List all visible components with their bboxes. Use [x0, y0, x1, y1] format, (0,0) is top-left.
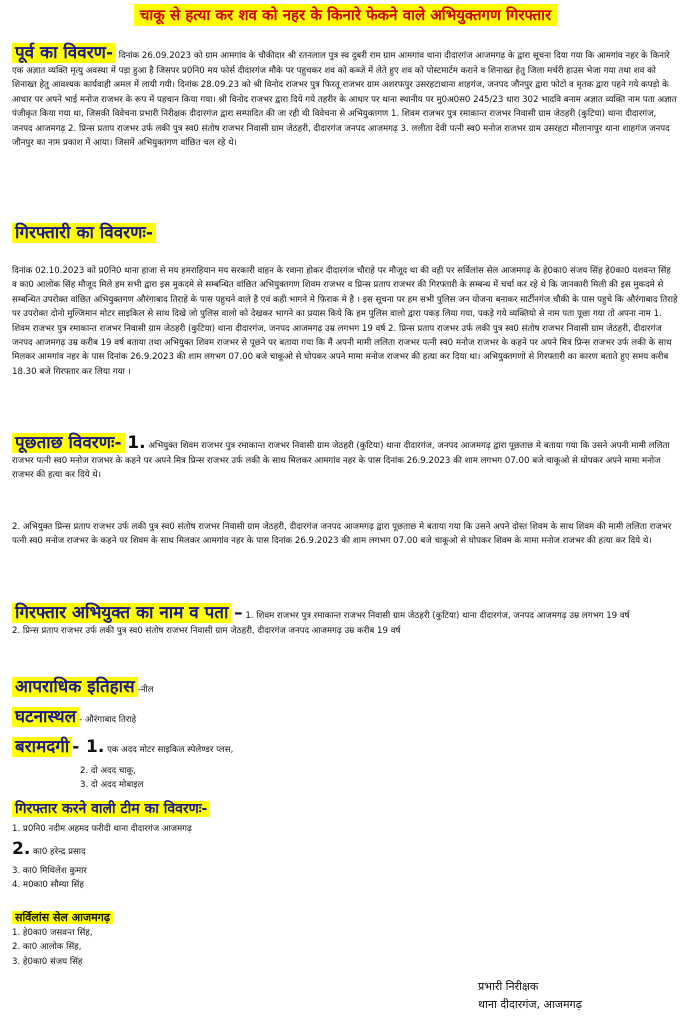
baramadgi-dash: -: [72, 737, 80, 757]
surveillance-member-1: 1. हे0का0 जसवन्त सिंह,: [12, 928, 93, 938]
team-member-2-row: [12, 839, 678, 860]
signature-line-1: प्रभारी निरीक्षक: [478, 980, 539, 993]
baramadgi-heading: बरामदगी: [12, 737, 72, 757]
baramadgi-list: [80, 764, 580, 793]
giraftari-heading-wrap: [12, 222, 678, 244]
baramadgi-num1: 1.: [86, 737, 105, 757]
naam-pata-item2: 2. प्रिन्स प्रताप राजभर उर्फ लकी पुत्र स्व0 संतोष राजभर निवासी ग्राम जेठहरी, दीदारगंज जनपद आजमगढ़ उम्र करीब 19 वर्ष: [12, 626, 401, 636]
signature-line-2: थाना दीदारगंज, आजमगढ़: [478, 998, 582, 1011]
surveillance-member-2: 2. का0 आलोक सिंह,: [12, 942, 82, 953]
surveillance-member-3: 3. हे0का0 संजय सिंह: [12, 956, 83, 967]
signature-block: [478, 978, 582, 1014]
ghatnasthal-section: [12, 706, 678, 728]
poochtaach-num1: 1.: [127, 433, 146, 453]
surveillance-heading-wrap: [12, 906, 678, 926]
surveillance-heading: सर्विलांस सेल आजमगढ़: [12, 911, 113, 924]
team-member-2: का0 हरेन्द्र प्रसाद: [33, 847, 86, 858]
poochtaach-section: [12, 432, 678, 483]
surveillance-list: [12, 926, 678, 969]
aapradhik-section: [12, 676, 678, 698]
aapradhik-heading: आपराधिक इतिहास: [12, 677, 138, 697]
team-member-2-num: 2.: [12, 839, 31, 860]
baramadgi-item2: 2. दो अदद चाकू,: [80, 766, 136, 776]
purva-heading: पूर्व का विवरण-: [12, 43, 116, 63]
team-member-3: 3. का0 मिथिलेश कुमार: [12, 865, 87, 876]
team-member-1: 1. प्र0नि0 नदीम अहमद फरीदी थाना दीदारगंज आजमगढ़: [12, 824, 192, 834]
aapradhik-value: -नील: [137, 685, 154, 695]
baramadgi-section: [12, 736, 678, 758]
giraftari-heading: गिरफ्तारी का विवरणः-: [12, 223, 156, 243]
poochtaach-item1: अभियुक्त शिवम राजभर पुत्र रमाकान्त राजभर निवासी ग्राम जेठहरी (कुटिया) थाना दीदारगंज, जनपद आजमगढ़ द्वारा पूछताछ मे बताया गया कि उसने अपनी मामी ललिता राजभर पत्नी स्व0 मनोज राजभर के कहने पर अपने मित्र प्रिन्स राजभर उर्फ लकी के साथ मिलकर आमगांव नहर के पास दिनांक 26.9.2023 की शाम लगभग 07.00 बजे चाकूओ से घोपकर अपने मामा मनोज राजभर की हत्या कर दिये थे।: [12, 441, 670, 481]
team-heading-wrap: [12, 798, 678, 819]
naam-pata-item1: 1. शिवम राजभर पुत्र रमाकान्त राजभर निवासी ग्राम जेठहरी (कुटिया) थाना दीदारगंज, जनपद आजमगढ़ उम्र लगभग 19 वर्ष: [245, 611, 630, 621]
poochtaach-item2: अभियुक्त प्रिन्स प्रताप राजभर उर्फ लकी पुत्र स्व0 संतोष राजभर निवासी ग्राम जेठहरी, दीदारगंज जनपद आजमगढ़ द्वारा पूछताछ मे बताया गया कि उसने अपने दोस्त शिवम के साथ शिवम की मामी ललिता राजभर पत्नी स्व0 मनोज राजभर के कहने पर शिवम के साथ मिलकर आमगांव नहर के पास दिनांक 26.9.2023 की शाम लगभग 07.00 बजे चाकूओ से घोपकर शिवम के मामा मनोज राजभर की हत्या कर दिये थे।: [12, 522, 672, 547]
poochtaach-item2-wrap: [12, 520, 678, 549]
naam-pata-section: [12, 602, 678, 638]
poochtaach-heading: पूछताछ विवरणः-: [12, 433, 125, 453]
ghatnasthal-value: - औरंगाबाद तिराहे: [79, 715, 137, 725]
ghatnasthal-heading: घटनास्थल: [12, 707, 79, 727]
team-member-4: 4. म0का0 सौम्या सिंह: [12, 880, 84, 891]
purva-text: दिनांक 26.09.2023 को ग्राम आमगांव के चौकीदार श्री रतनलाल पुत्र स्व दुबरी राम ग्राम आमगाव थाना दीदारगंज आजमगढ़ के द्वारा सूचना दिया गया कि आमगांव नहर के किनारे एक अज्ञात व्यक्ति मृत्यु अवस्था में पड़ा हुआ है जिसपर प्र0नि0 मय फोर्स दीदारगंज मौके पर पहुचकर शव को कब्जे में लेते हुए शव को पोस्टमार्टम कराने व शिनाख्त हेतु जिला मर्चरी हाउस भेजा गया तथा शव को शिनाख्त हेतु आवश्यक कार्यवाही अमल में लायी गयी। दिनांक 28.09.23 को श्री विनोद राजभर पुत्र फिरतू राजभर ग्राम अशरफपुर उसरहटाथाना शाहगंज, जनपद जौनपुर द्वारा फोटो व मृतक द्वारा पहने गये कपड़ो के आधार पर अपने भाई मनोज राजभर के रूप में पहचान किया गया। श्री विनोद राजभर द्वारा दिये गये तहरीर के आधार पर थाना स्थानीय पर मु0अ0स0 245/23 धारा 302 भादवि बनाम अज्ञात व्यक्ति नाम पता अज्ञात पंजीकृत किया गया था, जिसकी विवेचना प्रभारी निरीक्षक दीदारगंज द्वारा सम्पादित की जा रही थी विवेचना से अभियुक्तगण 1. शिवम राजभर पुत्र रमाकान्त राजभर निवासी ग्राम जेठहरी (कुटिया) थाना दीदारगंज, जनपद आजमगढ़ 2. प्रिन्स प्रताप राजभर उर्फ लकी पुत्र स्व0 संतोष राजभर निवासी ग्राम जेठहरी, दीदारगंज जनपद आजमगढ़ 3. ललीता देवी पत्नी स्व0 मनोज राजभर ग्राम उसरहटा मौलानापुर थाना शाहगंज जनपद जौनपुर का नाम प्रकाश में आया। जिसमें अभियुक्तगण वांछित चल रहे थे।: [12, 51, 677, 149]
naam-pata-dash: –: [234, 603, 243, 623]
page-title: चाकू से हत्या कर शव को नहर के किनारे फेकने वाले अभियुक्तगण गिरफ्तार: [134, 4, 557, 26]
baramadgi-item1: एक अदद मोटर साइकिल स्पेलेण्डर प्लस,: [107, 745, 234, 755]
giraftari-text: दिनांक 02.10.2023 को प्र0नि0 थाना हाजा से मय हमराहियान मय सरकारी वाहन के रवाना होकर दीदारगंज चौराहे पर मौजूद था की वही पर सर्विलांस सेल आजमगढ़ के हे0का0 संजय सिंह हे0का0 यशवन्त सिंह व का0 आलोक सिंह मौजूद मिले हम सभी द्वारा इस मुकदमे से सम्बन्धित वांछित अभियुक्तगण शिवम राजभर व प्रिन्स प्रताप राजभर की गिरफ्तारी के सम्बन्ध में चर्चा कर रहे थे कि जानकारी मिली की इस मुकदमे से सम्बन्धित उपरोक्त वांछित अभियुक्तगण औरंगाबाद तिराहे के पास पहुचने वाले है एवं कही भागने मे फिराक मे है । इस सूचना पर हम सभी पुलिस जन योजना बनाकर मार्टीनगंज चौकी के पास पहुचे कि औरंगाबाद तिराहे पर उपरोक्त दोनो मुल्जिमान मोटर साइकिल से साथ दिखे जो पुलिस वालो को देखकर भागने का प्रयास किये कि हम पुलिस वालो द्वारा पकड़ लिया गया, पकड़े गये व्यक्तियो से नाम पता पूछा गया तो अपना नाम 1. शिवम राजभर पुत्र रमाकान्त राजभर निवासी ग्राम जेठहरी (कुटिया) थाना दीदारगंज, जनपद आजमगढ़ उम्र लगभग 19 वर्ष 2. प्रिन्स प्रताप राजभर उर्फ लकी पुत्र स्व0 संतोष राजभर निवासी ग्राम जेठहरी, दीदारगंज जनपद आजमगढ़ उम्र करीब 19 वर्ष बताया तथा अभियुक्त शिवम राजभर से पूछने पर बताया गया कि मैं अपनी मामी ललिता राजभर पत्नी स्व0 मनोज राजभर के कहने पर अपने मित्र प्रिन्स राजभर उर्फ लकी के साथ मिलकर आमगांव नहर के पास दिनांक 26.9.2023 की शाम लगभग 07.00 बजे चाकूओ से घोपकर अपने मामा मनोज राजभर की हत्या कर दिया था। अभियुक्तगणो से गिरफ्तारी का कारण बताते हुए समय करीब 18.30 बजे गिरफ्तार कर लिया गया ।: [12, 266, 678, 377]
purva-section: [12, 42, 678, 150]
team-list: [12, 822, 678, 893]
title-wrap: [0, 4, 691, 26]
team-heading: गिरफ्तार करने वाली टीम का विवरणः-: [12, 801, 210, 817]
naam-pata-heading: गिरफ्तार अभियुक्त का नाम व पता: [12, 603, 231, 623]
baramadgi-item3: 3. दो अदद मोबाइल: [80, 780, 144, 791]
poochtaach-num2: 2.: [12, 522, 21, 532]
